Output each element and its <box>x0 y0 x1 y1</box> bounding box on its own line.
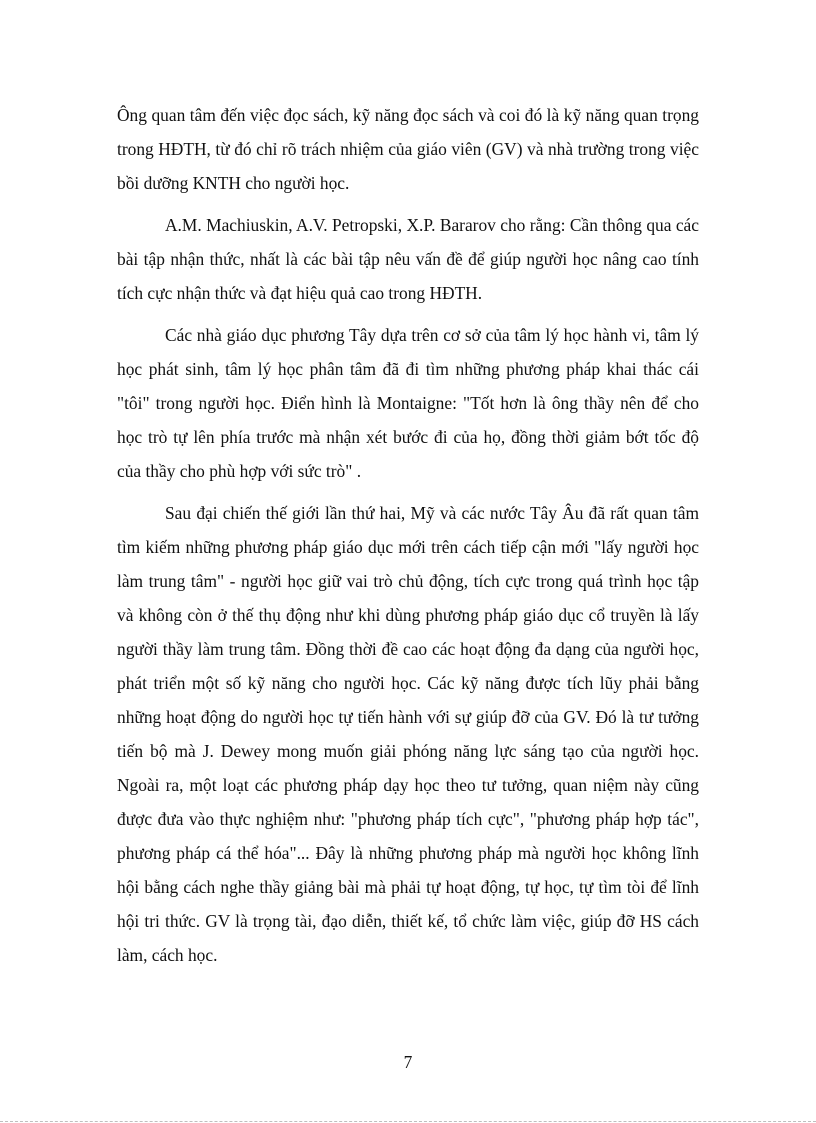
page-number: 7 <box>403 1052 413 1072</box>
page-body <box>117 98 699 980</box>
paragraph-1: Ông quan tâm đến việc đọc sách, kỹ năng đọc sách và coi đó là kỹ năng quan trọng trong HĐTH, từ đó chỉ rõ trách nhiệm của giáo viên (GV) và nhà trường trong việc bồi dưỡng KNTH cho người học. <box>117 105 699 193</box>
paragraph-4: Sau đại chiến thế giới lần thứ hai, Mỹ và các nước Tây Âu đã rất quan tâm tìm kiếm những phương pháp giáo dục mới trên cách tiếp cận mới "lấy người học làm trung tâm" - người học giữ vai trò chủ động, tích cực trong quá trình học tập và không còn ở thế thụ động như khi dùng phương pháp giáo dục cổ truyền là lấy người thầy làm trung tâm. Đồng thời đề cao các hoạt động đa dạng của người học, phát triển một số kỹ năng cho người học. Các kỹ năng được tích lũy phải bằng những hoạt động do người học tự tiến hành với sự giúp đỡ của GV. Đó là tư tưởng tiến bộ mà J. Dewey mong muốn giải phóng năng lực sáng tạo của người học. Ngoài ra, một loạt các phương pháp dạy học theo tư tưởng, quan niệm này cũng được đưa vào thực nghiệm như: "phương pháp tích cực", "phương pháp hợp tác", phương pháp cá thể hóa"... Đây là những phương pháp mà người học không lĩnh hội bằng cách nghe thầy giảng bài mà phải tự hoạt động, tự học, tự tìm tòi để lĩnh hội tri thức. GV là trọng tài, đạo diễn, thiết kế, tổ chức làm việc, giúp đỡ HS cách làm, cách học. <box>117 503 699 965</box>
page-bottom-divider <box>0 1121 816 1122</box>
paragraph-2: A.M. Machiuskin, A.V. Petropski, X.P. Bararov cho rằng: Cần thông qua các bài tập nhận thức, nhất là các bài tập nêu vấn đề để giúp người học nâng cao tính tích cực nhận thức và đạt hiệu quả cao trong HĐTH. <box>117 215 699 303</box>
paragraph-3: Các nhà giáo dục phương Tây dựa trên cơ sở của tâm lý học hành vi, tâm lý học phát sinh, tâm lý học phân tâm đã đi tìm những phương pháp khai thác cái "tôi" trong người học. Điển hình là Montaigne: "Tốt hơn là ông thầy nên để cho học trò tự lên phía trước mà nhận xét bước đi của họ, đồng thời giảm bớt tốc độ của thầy cho phù hợp với sức trò" . <box>117 325 699 481</box>
